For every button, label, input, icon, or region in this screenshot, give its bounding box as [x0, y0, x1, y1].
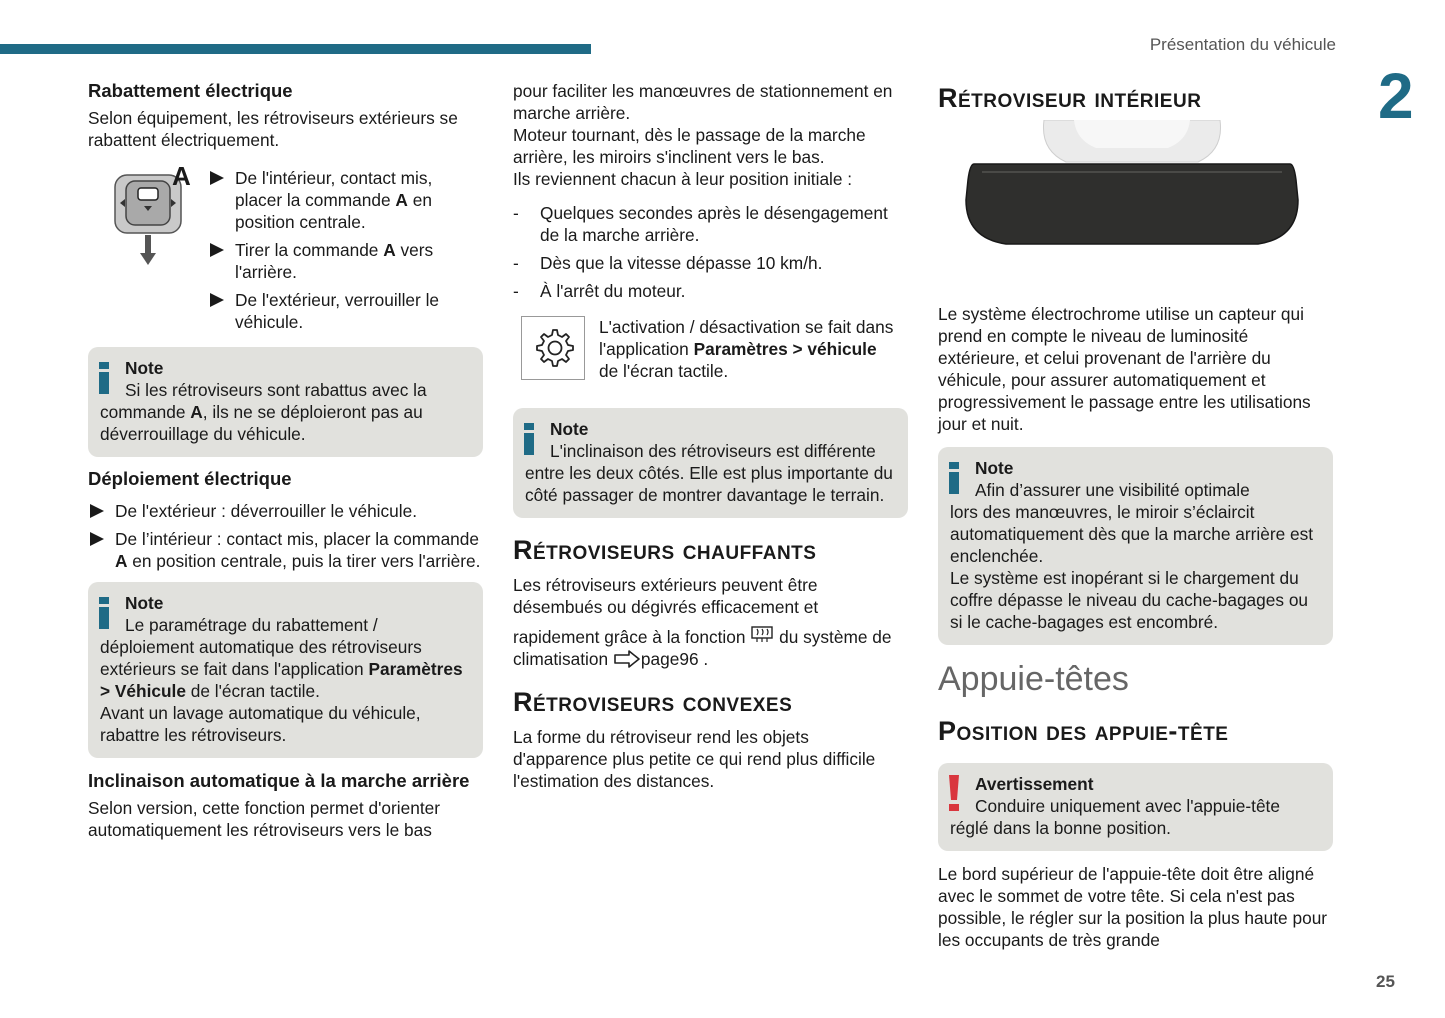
list-item: - Dès que la vitesse dépasse 10 km/h.: [513, 253, 823, 273]
note-text: Le paramétrage du rabattement /: [125, 615, 378, 635]
mirror-control-figure: [88, 161, 208, 327]
note-text: lors des manœuvres, le miroir s’éclaircit automatiquement dès que la marche arrière est enclenchée.: [950, 502, 1314, 566]
info-icon: [524, 423, 534, 455]
section-heading: Rétroviseurs chauffants: [513, 535, 817, 565]
note-title: Note: [550, 419, 589, 439]
instruction-list: [208, 167, 478, 339]
instruction-list: [88, 500, 483, 572]
settings-gear-icon: [521, 316, 585, 380]
note-text: L'inclinaison des rétroviseurs est différente: [550, 441, 876, 461]
paragraph: Selon équipement, les rétroviseurs extérieurs se rabattent électriquement.: [88, 108, 458, 150]
warning-box: [938, 763, 1333, 851]
info-icon: [949, 462, 959, 494]
page-number: 25: [1376, 972, 1395, 991]
list-item: De l'extérieur, verrouiller le véhicule.: [208, 289, 478, 333]
paragraph: rapidement grâce à la fonction du système de climatisation page96 .: [513, 627, 892, 669]
note-text: commande A, ils ne se déploieront pas au déverrouillage du véhicule.: [100, 402, 423, 444]
page-reference-arrow-icon: [613, 649, 641, 669]
info-icon: [99, 597, 109, 629]
paragraph: pour faciliter les manœuvres de stationnement en marche arrière.: [513, 81, 893, 123]
header-accent-bar: [0, 44, 591, 54]
list-item: De l'intérieur, contact mis, placer la commande A en position centrale.: [208, 167, 478, 233]
list-item: - Quelques secondes après le désengagement de la marche arrière.: [513, 203, 888, 245]
warning-text: Conduire uniquement avec l'appuie-tête: [975, 796, 1280, 816]
interior-mirror-illustration: [962, 120, 1302, 255]
paragraph: La forme du rétroviseur rend les objets d'apparence plus petite ce qui rend plus difficile l'estimation des distances.: [513, 727, 876, 791]
section-title: Déploiement électrique: [88, 468, 292, 489]
note-box: [88, 347, 483, 457]
settings-app-block: [513, 316, 908, 382]
note-text: entre les deux côtés. Elle est plus importante du côté passager de montrer davantage le terrain.: [525, 463, 893, 505]
info-icon: [99, 362, 109, 394]
list-item: Tirer la commande A vers l'arrière.: [208, 239, 478, 283]
paragraph: Les rétroviseurs extérieurs peuvent être désembués ou dégivrés efficacement et: [513, 575, 819, 617]
paragraph: Selon version, cette fonction permet d'orienter automatiquement les rétroviseurs vers le bas: [88, 798, 440, 840]
warning-text: réglé dans la bonne position.: [950, 818, 1171, 838]
paragraph: Le système électrochrome utilise un capteur qui prend en compte le niveau de luminosité extérieure, et celui provenant de l'arrière du véhicule, pour assurer automatiquement et progressivement le passage entre les utilisations jour et nuit.: [938, 304, 1311, 434]
paragraph: Moteur tournant, dès le passage de la marche arrière, les miroirs s'inclinent vers le bas.: [513, 125, 866, 167]
note-title: Note: [125, 358, 164, 378]
section-heading: Rétroviseurs convexes: [513, 687, 793, 717]
section-title: Rabattement électrique: [88, 80, 293, 101]
list-item: De l’intérieur : contact mis, placer la commande A en position centrale, puis la tirer vers l'arrière.: [88, 528, 483, 572]
note-text: Afin d’assurer une visibilité optimale: [975, 480, 1250, 500]
condition-list: [513, 202, 908, 302]
note-title: Note: [125, 593, 164, 613]
note-title: Note: [975, 458, 1014, 478]
note-box: [513, 408, 908, 518]
rear-defrost-icon: [750, 626, 774, 644]
note-text: déploiement automatique des rétroviseurs extérieurs se fait dans l'application Paramètres > Véhicule de l'écran tactile.: [100, 637, 463, 701]
section-header: Présentation du véhicule: [1149, 35, 1336, 54]
paragraph: Ils reviennent chacun à leur position initiale :: [513, 169, 853, 189]
section-title: Inclinaison automatique à la marche arrière: [88, 770, 470, 791]
column-3: [938, 80, 1333, 951]
column-1: [88, 80, 483, 841]
note-box: [88, 582, 483, 758]
note-box: [938, 447, 1333, 645]
warning-icon: [949, 775, 961, 811]
page-reference-link[interactable]: page96: [640, 649, 699, 669]
fold-control-block: [88, 161, 483, 339]
note-text: Si les rétroviseurs sont rabattus avec la: [125, 380, 427, 400]
list-item: De l'extérieur : déverrouiller le véhicule.: [88, 500, 483, 522]
section-heading: Position des appuie-tête: [938, 716, 1229, 746]
section-heading: Rétroviseur intérieur: [938, 83, 1202, 113]
chapter-number: 2: [1378, 60, 1414, 132]
paragraph: L'activation / désactivation se fait dans l'application Paramètres > véhicule de l'écran tactile.: [599, 317, 894, 381]
chapter-section-title: Appuie-têtes: [938, 660, 1129, 698]
callout-letter-a: A: [172, 161, 191, 191]
warning-title: Avertissement: [975, 774, 1094, 794]
column-2: [513, 80, 908, 792]
list-item: - À l'arrêt du moteur.: [513, 281, 686, 301]
note-text: Avant un lavage automatique du véhicule, rabattre les rétroviseurs.: [100, 703, 421, 745]
note-text: Le système est inopérant si le chargement du coffre dépasse le niveau du cache-bagages ou si le cache-bagages est encombré.: [950, 568, 1309, 632]
paragraph: Le bord supérieur de l'appuie-tête doit être aligné avec le sommet de votre tête. Si cela n'est pas possible, le régler sur la position la plus haute pour les occupants de très grande: [938, 864, 1328, 950]
